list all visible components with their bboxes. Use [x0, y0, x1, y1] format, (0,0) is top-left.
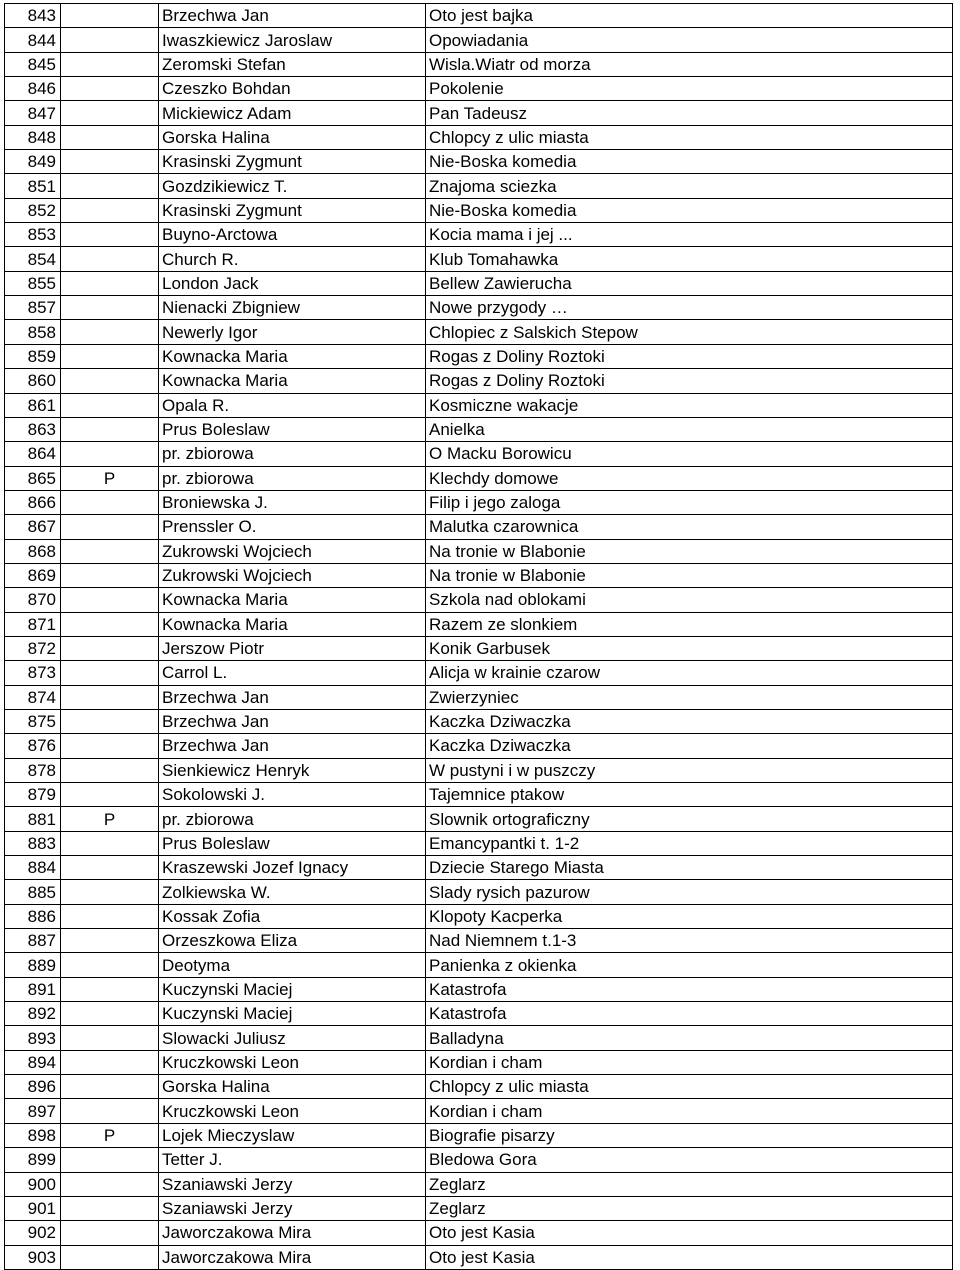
table-row — [5, 929, 953, 953]
inventory-number-cell: 894 — [5, 1050, 61, 1074]
title-cell: Szkola nad oblokami — [426, 588, 953, 612]
inventory-number-cell: 852 — [5, 198, 61, 222]
table-row — [5, 296, 953, 320]
table-row — [5, 758, 953, 782]
title-cell: Chlopcy z ulic miasta — [426, 1075, 953, 1099]
author-cell: Mickiewicz Adam — [159, 101, 426, 125]
title-cell: Rogas z Doliny Roztoki — [426, 369, 953, 393]
flag-cell — [61, 125, 159, 149]
title-cell: Slownik ortograficzny — [426, 807, 953, 831]
title-cell: Balladyna — [426, 1026, 953, 1050]
table-row — [5, 831, 953, 855]
inventory-number-cell: 887 — [5, 929, 61, 953]
inventory-number-cell: 900 — [5, 1172, 61, 1196]
flag-cell — [61, 685, 159, 709]
table-row — [5, 1002, 953, 1026]
table-row — [5, 1196, 953, 1220]
title-cell: Nowe przygody … — [426, 296, 953, 320]
table-row — [5, 1123, 953, 1147]
table-row — [5, 1075, 953, 1099]
author-cell: Jaworczakowa Mira — [159, 1245, 426, 1269]
author-cell: London Jack — [159, 271, 426, 295]
title-cell: Kosmiczne wakacje — [426, 393, 953, 417]
inventory-number-cell: 867 — [5, 515, 61, 539]
table-row — [5, 1099, 953, 1123]
flag-cell — [61, 52, 159, 76]
flag-cell — [61, 636, 159, 660]
title-cell: Bellew Zawierucha — [426, 271, 953, 295]
author-cell: Kownacka Maria — [159, 588, 426, 612]
table-row — [5, 1221, 953, 1245]
flag-cell — [61, 1148, 159, 1172]
author-cell: Broniewska J. — [159, 490, 426, 514]
author-cell: Szaniawski Jerzy — [159, 1172, 426, 1196]
author-cell: Brzechwa Jan — [159, 685, 426, 709]
flag-cell — [61, 77, 159, 101]
table-row — [5, 661, 953, 685]
title-cell: Filip i jego zaloga — [426, 490, 953, 514]
inventory-number-cell: 869 — [5, 563, 61, 587]
author-cell: Kownacka Maria — [159, 369, 426, 393]
title-cell: Slady rysich pazurow — [426, 880, 953, 904]
table-row — [5, 709, 953, 733]
table-row — [5, 320, 953, 344]
title-cell: Klopoty Kacperka — [426, 904, 953, 928]
inventory-number-cell: 902 — [5, 1221, 61, 1245]
author-cell: Prus Boleslaw — [159, 417, 426, 441]
table-row — [5, 880, 953, 904]
author-cell: Kruczkowski Leon — [159, 1050, 426, 1074]
author-cell: Zeromski Stefan — [159, 52, 426, 76]
author-cell: Kownacka Maria — [159, 612, 426, 636]
table-row — [5, 953, 953, 977]
inventory-number-cell: 897 — [5, 1099, 61, 1123]
author-cell: Nienacki Zbigniew — [159, 296, 426, 320]
flag-cell — [61, 783, 159, 807]
author-cell: Slowacki Juliusz — [159, 1026, 426, 1050]
inventory-number-cell: 849 — [5, 150, 61, 174]
author-cell: Sokolowski J. — [159, 783, 426, 807]
flag-cell: P — [61, 1123, 159, 1147]
author-cell: Buyno-Arctowa — [159, 223, 426, 247]
flag-cell — [61, 1026, 159, 1050]
title-cell: Bledowa Gora — [426, 1148, 953, 1172]
title-cell: Oto jest Kasia — [426, 1221, 953, 1245]
flag-cell — [61, 709, 159, 733]
flag-cell — [61, 28, 159, 52]
title-cell: Na tronie w Blabonie — [426, 539, 953, 563]
flag-cell — [61, 247, 159, 271]
author-cell: Gozdzikiewicz T. — [159, 174, 426, 198]
inventory-number-cell: 864 — [5, 442, 61, 466]
author-cell: Brzechwa Jan — [159, 4, 426, 28]
flag-cell — [61, 296, 159, 320]
author-cell: Gorska Halina — [159, 1075, 426, 1099]
inventory-number-cell: 883 — [5, 831, 61, 855]
author-cell: Iwaszkiewicz Jaroslaw — [159, 28, 426, 52]
title-cell: Konik Garbusek — [426, 636, 953, 660]
flag-cell — [61, 856, 159, 880]
table-row — [5, 734, 953, 758]
table-row — [5, 198, 953, 222]
table-row — [5, 369, 953, 393]
author-cell: Zukrowski Wojciech — [159, 539, 426, 563]
title-cell: Dziecie Starego Miasta — [426, 856, 953, 880]
inventory-number-cell: 854 — [5, 247, 61, 271]
book-list-table — [4, 3, 953, 1270]
author-cell: Zukrowski Wojciech — [159, 563, 426, 587]
flag-cell — [61, 977, 159, 1001]
inventory-number-cell: 873 — [5, 661, 61, 685]
title-cell: Panienka z okienka — [426, 953, 953, 977]
author-cell: Prenssler O. — [159, 515, 426, 539]
table-row — [5, 1245, 953, 1269]
inventory-number-cell: 884 — [5, 856, 61, 880]
inventory-number-cell: 901 — [5, 1196, 61, 1220]
title-cell: Nie-Boska komedia — [426, 198, 953, 222]
table-row — [5, 77, 953, 101]
flag-cell — [61, 198, 159, 222]
inventory-number-cell: 871 — [5, 612, 61, 636]
author-cell: Church R. — [159, 247, 426, 271]
book-list-body — [5, 4, 953, 1270]
inventory-number-cell: 845 — [5, 52, 61, 76]
author-cell: Krasinski Zygmunt — [159, 198, 426, 222]
table-row — [5, 466, 953, 490]
table-row — [5, 101, 953, 125]
table-row — [5, 247, 953, 271]
flag-cell — [61, 4, 159, 28]
flag-cell — [61, 758, 159, 782]
table-row — [5, 393, 953, 417]
table-row — [5, 52, 953, 76]
title-cell: Znajoma sciezka — [426, 174, 953, 198]
title-cell: Chlopcy z ulic miasta — [426, 125, 953, 149]
table-row — [5, 1026, 953, 1050]
flag-cell — [61, 539, 159, 563]
table-row — [5, 1148, 953, 1172]
author-cell: Kraszewski Jozef Ignacy — [159, 856, 426, 880]
inventory-number-cell: 857 — [5, 296, 61, 320]
author-cell: Sienkiewicz Henryk — [159, 758, 426, 782]
title-cell: Pokolenie — [426, 77, 953, 101]
inventory-number-cell: 886 — [5, 904, 61, 928]
table-row — [5, 612, 953, 636]
flag-cell — [61, 101, 159, 125]
author-cell: Kownacka Maria — [159, 344, 426, 368]
table-row — [5, 223, 953, 247]
author-cell: Brzechwa Jan — [159, 709, 426, 733]
flag-cell — [61, 369, 159, 393]
title-cell: Klub Tomahawka — [426, 247, 953, 271]
title-cell: Zwierzyniec — [426, 685, 953, 709]
table-row — [5, 1172, 953, 1196]
title-cell: Anielka — [426, 417, 953, 441]
author-cell: Orzeszkowa Eliza — [159, 929, 426, 953]
inventory-number-cell: 866 — [5, 490, 61, 514]
inventory-number-cell: 853 — [5, 223, 61, 247]
author-cell: pr. zbiorowa — [159, 466, 426, 490]
title-cell: Nie-Boska komedia — [426, 150, 953, 174]
inventory-number-cell: 899 — [5, 1148, 61, 1172]
table-row — [5, 636, 953, 660]
table-row — [5, 344, 953, 368]
title-cell: Malutka czarownica — [426, 515, 953, 539]
title-cell: Razem ze slonkiem — [426, 612, 953, 636]
title-cell: Kaczka Dziwaczka — [426, 734, 953, 758]
author-cell: Czeszko Bohdan — [159, 77, 426, 101]
flag-cell — [61, 417, 159, 441]
flag-cell — [61, 588, 159, 612]
table-row — [5, 563, 953, 587]
flag-cell — [61, 953, 159, 977]
inventory-number-cell: 844 — [5, 28, 61, 52]
flag-cell — [61, 393, 159, 417]
flag-cell: P — [61, 807, 159, 831]
table-row — [5, 271, 953, 295]
table-row — [5, 1050, 953, 1074]
table-row — [5, 807, 953, 831]
title-cell: Chlopiec z Salskich Stepow — [426, 320, 953, 344]
title-cell: Nad Niemnem t.1-3 — [426, 929, 953, 953]
table-row — [5, 904, 953, 928]
title-cell: Oto jest bajka — [426, 4, 953, 28]
flag-cell — [61, 271, 159, 295]
title-cell: Kaczka Dziwaczka — [426, 709, 953, 733]
table-row — [5, 4, 953, 28]
inventory-number-cell: 859 — [5, 344, 61, 368]
flag-cell — [61, 174, 159, 198]
title-cell: Kordian i cham — [426, 1099, 953, 1123]
title-cell: Katastrofa — [426, 1002, 953, 1026]
title-cell: O Macku Borowicu — [426, 442, 953, 466]
author-cell: Opala R. — [159, 393, 426, 417]
inventory-number-cell: 876 — [5, 734, 61, 758]
author-cell: pr. zbiorowa — [159, 442, 426, 466]
inventory-number-cell: 870 — [5, 588, 61, 612]
title-cell: Kocia mama i jej ... — [426, 223, 953, 247]
table-row — [5, 588, 953, 612]
flag-cell — [61, 1075, 159, 1099]
inventory-number-cell: 898 — [5, 1123, 61, 1147]
inventory-number-cell: 891 — [5, 977, 61, 1001]
table-row — [5, 856, 953, 880]
inventory-number-cell: 885 — [5, 880, 61, 904]
flag-cell — [61, 1245, 159, 1269]
title-cell: Kordian i cham — [426, 1050, 953, 1074]
inventory-number-cell: 846 — [5, 77, 61, 101]
inventory-number-cell: 847 — [5, 101, 61, 125]
author-cell: pr. zbiorowa — [159, 807, 426, 831]
flag-cell — [61, 929, 159, 953]
table-row — [5, 417, 953, 441]
title-cell: Opowiadania — [426, 28, 953, 52]
flag-cell — [61, 1196, 159, 1220]
inventory-number-cell: 879 — [5, 783, 61, 807]
table-row — [5, 150, 953, 174]
title-cell: Rogas z Doliny Roztoki — [426, 344, 953, 368]
author-cell: Brzechwa Jan — [159, 734, 426, 758]
inventory-number-cell: 863 — [5, 417, 61, 441]
flag-cell — [61, 490, 159, 514]
flag-cell — [61, 150, 159, 174]
title-cell: Oto jest Kasia — [426, 1245, 953, 1269]
title-cell: Klechdy domowe — [426, 466, 953, 490]
flag-cell — [61, 904, 159, 928]
inventory-number-cell: 875 — [5, 709, 61, 733]
flag-cell — [61, 442, 159, 466]
flag-cell — [61, 880, 159, 904]
inventory-number-cell: 903 — [5, 1245, 61, 1269]
inventory-number-cell: 858 — [5, 320, 61, 344]
author-cell: Kossak Zofia — [159, 904, 426, 928]
title-cell: Wisla.Wiatr od morza — [426, 52, 953, 76]
author-cell: Krasinski Zygmunt — [159, 150, 426, 174]
inventory-number-cell: 896 — [5, 1075, 61, 1099]
table-row — [5, 515, 953, 539]
flag-cell — [61, 1221, 159, 1245]
inventory-number-cell: 881 — [5, 807, 61, 831]
table-row — [5, 125, 953, 149]
table-row — [5, 490, 953, 514]
flag-cell — [61, 344, 159, 368]
author-cell: Kuczynski Maciej — [159, 1002, 426, 1026]
author-cell: Newerly Igor — [159, 320, 426, 344]
title-cell: W pustyni i w puszczy — [426, 758, 953, 782]
author-cell: Szaniawski Jerzy — [159, 1196, 426, 1220]
title-cell: Emancypantki t. 1-2 — [426, 831, 953, 855]
flag-cell — [61, 661, 159, 685]
title-cell: Alicja w krainie czarow — [426, 661, 953, 685]
inventory-number-cell: 843 — [5, 4, 61, 28]
author-cell: Tetter J. — [159, 1148, 426, 1172]
flag-cell — [61, 831, 159, 855]
inventory-number-cell: 851 — [5, 174, 61, 198]
title-cell: Biografie pisarzy — [426, 1123, 953, 1147]
table-row — [5, 539, 953, 563]
inventory-number-cell: 860 — [5, 369, 61, 393]
author-cell: Deotyma — [159, 953, 426, 977]
inventory-number-cell: 855 — [5, 271, 61, 295]
flag-cell — [61, 1172, 159, 1196]
author-cell: Lojek Mieczyslaw — [159, 1123, 426, 1147]
author-cell: Zolkiewska W. — [159, 880, 426, 904]
flag-cell — [61, 223, 159, 247]
title-cell: Zeglarz — [426, 1196, 953, 1220]
table-row — [5, 783, 953, 807]
author-cell: Jerszow Piotr — [159, 636, 426, 660]
table-row — [5, 174, 953, 198]
flag-cell — [61, 1099, 159, 1123]
inventory-number-cell: 868 — [5, 539, 61, 563]
flag-cell: P — [61, 466, 159, 490]
author-cell: Kuczynski Maciej — [159, 977, 426, 1001]
inventory-number-cell: 893 — [5, 1026, 61, 1050]
title-cell: Katastrofa — [426, 977, 953, 1001]
inventory-number-cell: 865 — [5, 466, 61, 490]
author-cell: Jaworczakowa Mira — [159, 1221, 426, 1245]
title-cell: Pan Tadeusz — [426, 101, 953, 125]
flag-cell — [61, 515, 159, 539]
flag-cell — [61, 1002, 159, 1026]
inventory-number-cell: 872 — [5, 636, 61, 660]
title-cell: Na tronie w Blabonie — [426, 563, 953, 587]
inventory-number-cell: 878 — [5, 758, 61, 782]
author-cell: Prus Boleslaw — [159, 831, 426, 855]
table-row — [5, 442, 953, 466]
flag-cell — [61, 320, 159, 344]
author-cell: Gorska Halina — [159, 125, 426, 149]
title-cell: Zeglarz — [426, 1172, 953, 1196]
inventory-number-cell: 874 — [5, 685, 61, 709]
table-row — [5, 685, 953, 709]
author-cell: Kruczkowski Leon — [159, 1099, 426, 1123]
inventory-number-cell: 892 — [5, 1002, 61, 1026]
author-cell: Carrol L. — [159, 661, 426, 685]
table-row — [5, 977, 953, 1001]
flag-cell — [61, 734, 159, 758]
inventory-number-cell: 848 — [5, 125, 61, 149]
table-row — [5, 28, 953, 52]
flag-cell — [61, 1050, 159, 1074]
flag-cell — [61, 563, 159, 587]
flag-cell — [61, 612, 159, 636]
title-cell: Tajemnice ptakow — [426, 783, 953, 807]
inventory-number-cell: 889 — [5, 953, 61, 977]
inventory-number-cell: 861 — [5, 393, 61, 417]
